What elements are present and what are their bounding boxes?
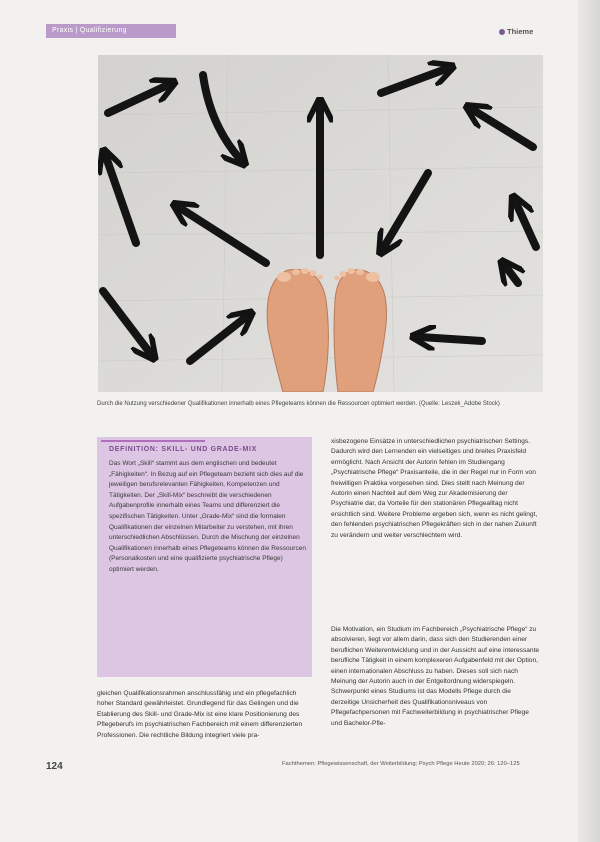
section-label: Praxis | Qualifizierung [52, 27, 127, 34]
thieme-logo-icon [499, 29, 505, 35]
article-text-right-bottom [331, 625, 541, 729]
publisher-logo [499, 27, 533, 36]
article-text-left [97, 689, 312, 741]
definition-body: Das Wort „Skill“ stammt aus dem englischen und bedeutet „Fähigkeiten“. In Bezug auf ein Pflegeteam bezieht sich dies auf die jeweiligen berufsrelevanten Fähigkeiten, Kompetenzen und Tätigkeiten. Der „Skill-Mix“ beschreibt die verschiedenen Aufgabenprofile innerhalb eines Teams und differenziert die spezifischen Tätigkeiten. Unter „Grade-Mix“ sind die formalen Qualifikationen der einzelnen Mitarbeiter zu verstehen, mit ihren unterschiedlichen Abschlüssen. Durch die Mischung der einzelnen Qualifikationen innerhalb eines Pflegeteams können die Ressourcen (Personalkosten und eine qualifizierte psychiatrische Pflege) optimiert werden. [109, 460, 306, 573]
article-photo [98, 55, 543, 392]
figure-caption: Durch die Nutzung verschiedener Qualifikationen innerhalb eines Pflegeteams können die Ressourcen optimiert werden. (Quelle: Leszek_Adobe Stock) [97, 401, 500, 407]
section-tag [46, 24, 176, 38]
paragraph: gleichen Qualifikationsrahmen anschlussfähig und ein pflegefachlich hoher Standard gewährleistet. Grundlegend für das Gelingen und die Etablierung des Skill- und Grade-Mix ist eine klare Positionierung des Pflegeberufs im psychiatrischen Fachbereich mit einem differenzierten Professionen. Die rechtliche Bildung integriert viele pra- [97, 690, 303, 739]
definition-title: DEFINITION: SKILL- UND GRADE-MIX [109, 446, 258, 453]
publisher-name: Thieme [507, 27, 534, 36]
paragraph: xisbezogene Einsätze in unterschiedlichen psychiatrischen Settings. Dadurch wird den Lernenden ein vielseitiges und breites Praxisfeld ermöglicht. Nach Ansicht der Autorin fehlen im Studiengang „Psychiatrische Pflege“ Praxisanteile, die in der Regel nur in Form von freiwilligen Praktika vorgesehen sind. Dies stellt nach Meinung der Autorin einen Nachteil auf dem Weg zur Akademisierung der Psychiatrie dar, da Vorteile für den stationären Pflegealltag nicht ersichtlich sind. Weitere Probleme ergeben sich, wenn es nicht gelingt, den fehlenden psychiatrischen Pflegekräften sich in der nahen Zukunft zu verändern und weiter verschlechtern wird. [331, 438, 538, 539]
page-number: 124 [46, 761, 63, 772]
footer-citation: Fachthemen: Pflegewissenschaft, der Weiterbildung; Psych Pflege Heute 2020; 26: 120–125 [282, 761, 520, 767]
definition-rule [101, 440, 205, 442]
article-text-right-top [331, 437, 541, 541]
paragraph: Die Motivation, ein Studium im Fachbereich „Psychiatrische Pflege“ zu absolvieren, liegt vor allem darin, dass sich den Studierenden einer beruflichen Weiterentwicklung und in der Aussicht auf eine interessante berufliche Tätigkeit in einem komplexeren Aufgabenfeld mit der Option, einen internationalen Abschluss zu haben. Dieses soll sich nach Meinung der Autorin auch in der Entgeltordnung widerspiegeln. Schwerpunkt eines Studiums ist das Modells Pflege durch die derzeitige Unsicherheit des Qualifikationsniveaus von Pflegefachpersonen mit Fachweiterbildung in psychiatrischer Pflege und Bachelor-Pfle- [331, 626, 540, 727]
page-edge-shadow [578, 0, 600, 842]
